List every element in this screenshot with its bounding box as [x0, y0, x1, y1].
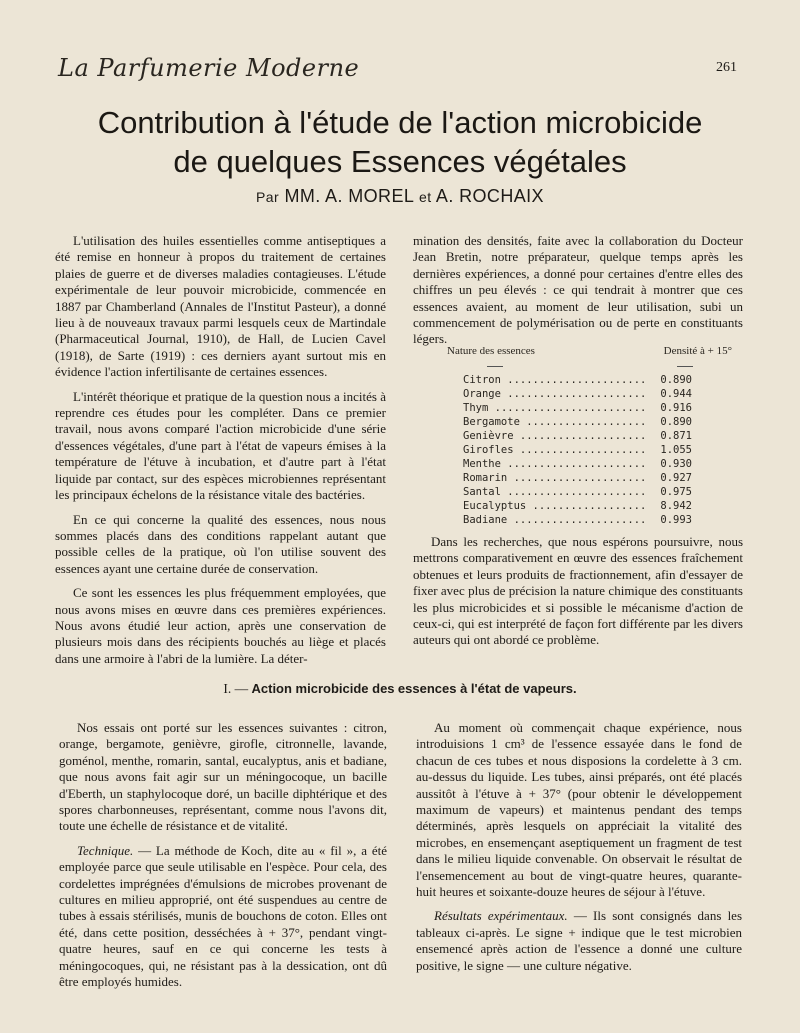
section-paragraph-1: Nos essais ont porté sur les essences suivantes : citron, orange, bergamote, genièvre, girofle, citronnelle, lavande, goménol, menthe, romarin, santal, eucalyptus, anis et badiane, que nous avons fait agir sur un méningocoque, un bacille d'Eberth, un staphylocoque doré, un bacille diphtérique et des spores charbonneuses, représentant, comme nous l'avons dit, toute une échelle de résistance et de vitalité.	[59, 720, 387, 834]
essence-density: 8.942	[656, 499, 692, 513]
table-row	[447, 457, 732, 471]
table-row	[447, 443, 732, 457]
essence-density: 0.871	[656, 429, 692, 443]
table-row	[447, 513, 732, 527]
density-table-col-density: Densité à + 15°	[663, 345, 732, 357]
density-table-header	[447, 345, 732, 363]
intro-paragraph-4: Ce sont les essences les plus fréquemment employées, que nous avons mises en œuvre dans ces premières expériences. Nous avons étudié leur action, après une conservation de plusieurs mois dans des récipients bouchés au liège et placés dans une armoire à l'abri de la lumière. La déter-	[55, 585, 386, 666]
essence-name: Menthe .....	[463, 457, 648, 471]
section-number: I. —	[223, 681, 249, 696]
header-rules	[447, 363, 732, 373]
essence-name: Thym .....	[463, 401, 648, 415]
journal-title: La Parfumerie Moderne	[58, 54, 360, 82]
article-title-line-1: Contribution à l'étude de l'action microbicide	[97, 105, 703, 140]
essence-name: Santal .....	[463, 485, 648, 499]
essence-name: Girofles .....	[463, 443, 648, 457]
table-row	[447, 387, 732, 401]
section-left-column	[59, 720, 387, 991]
section-paragraph-4	[416, 908, 742, 974]
byline-et: et	[419, 189, 432, 205]
essence-density: 0.930	[656, 457, 692, 471]
essence-name: Eucalyptus .....	[463, 499, 648, 513]
after-table-paragraph: Dans les recherches, que nous espérons poursuivre, nous mettrons comparativement en œuvre des essences fraîchement obtenues et leurs produits de fractionnement, afin d'essayer de fixer avec plus de précision la nature chimique des constituants les plus microbicides et si possible le mécanisme d'action de ceux-ci, qui est interprété de façon fort différente par les divers auteurs qui ont abordé ce problème.	[413, 534, 743, 648]
results-text: — Ils sont consignés dans les tableaux ci-après. Le signe + indique que le test microbien ensemencé après action de l'essence a donné une culture positive, le signe — une culture négative.	[416, 908, 743, 973]
section-paragraph-2	[59, 843, 387, 991]
technique-text: — La méthode de Koch, dite au « fil », a été employée parce que seule utilisable en l'espèce. Pour cela, des cordelettes imprégnées d'émulsions de microbes provenant de cultures en milieu approprié, ont été suspendues au centre de tubes à essais stérilisés, munis de bouchons de coton. Elles ont été, dans cette position, desséchées à + 37°, pendant vingt-quatre heures, sauf en ce qui concerne les tests à méningocoques, qui, ne résistant pas à la dessication, ont dû être employés humides.	[59, 842, 387, 990]
section-heading-rest: essences à l'état de vapeurs.	[397, 681, 577, 696]
essence-name: Orange .....	[463, 387, 648, 401]
section-heading-bold: Action microbicide des	[251, 681, 395, 696]
table-row	[447, 401, 732, 415]
rule-right	[677, 366, 693, 367]
essence-density: 0.993	[656, 513, 692, 527]
table-row	[447, 373, 732, 387]
table-row	[447, 415, 732, 429]
essence-name: Citron .....	[463, 373, 648, 387]
section-right-column	[416, 720, 742, 974]
essence-name: Badiane .....	[463, 513, 648, 527]
table-row	[447, 485, 732, 499]
results-label: Résultats expérimentaux.	[434, 908, 568, 924]
table-row	[447, 471, 732, 485]
essence-density: 0.890	[656, 373, 692, 387]
rule-left	[487, 366, 503, 367]
essence-density: 0.975	[656, 485, 692, 499]
essence-density: 0.944	[656, 387, 692, 401]
essence-density: 0.927	[656, 471, 692, 485]
density-table	[447, 345, 732, 527]
author-2: A. ROCHAIX	[435, 186, 544, 206]
essence-density: 0.916	[656, 401, 692, 415]
byline-par: Par	[256, 189, 280, 205]
section-paragraph-3: Au moment où commençait chaque expérience, nous introduisions 1 cm³ de l'essence essayée dans le fond de chacun de ces tubes et nous disposions la cordelette à 3 cm. au-dessus du liquide. Les tubes, ainsi préparés, ont été placés aussitôt à l'étuve à + 37° (pour obtenir le développement maximum de vapeurs) et maintenus pendant des temps déterminés, après lesquels on appréciait la vitalité des microbes, en ensemençant aseptiquement un fragment de test dans le milieu liquide convenable. On observait le résultat de l'ensemencement au bout de vingt-quatre heures, quarante-huit heures et soixante-douze heures de séjour à l'étuve.	[416, 720, 742, 900]
article-title-line-2: de quelques Essences végétales	[173, 144, 627, 179]
essence-density: 0.890	[656, 415, 692, 429]
essence-name: Bergamote .....	[463, 415, 648, 429]
intro-paragraph-2: L'intérêt théorique et pratique de la question nous a incités à reprendre ces études pour les compléter. Dans ce premier travail, nous avons comparé l'action microbicide d'une série d'essences végétales, d'une part à l'état de vapeurs émises à la température de l'étuve à incubation, et d'autre part à l'état liquide par contact, sur des espèces microbiennes représentant les principaux échelons de la résistance vitale des bactéries.	[55, 388, 386, 503]
intro-paragraph-3: En ce qui concerne la qualité des essences, nous nous sommes placés dans des conditions rappelant autant que possible celles de la pratique, où l'on utilise souvent des essences ayant une certaine durée de conservation.	[55, 511, 386, 576]
table-row	[447, 429, 732, 443]
density-table-col-name: Nature des essences	[447, 345, 535, 357]
after-table-column	[413, 534, 743, 649]
intro-left-column	[55, 233, 386, 667]
technique-label: Technique.	[77, 842, 134, 858]
intro-right-column	[413, 233, 743, 348]
page-number: 261	[716, 60, 737, 75]
table-row	[447, 499, 732, 513]
author-1: MM. A. MOREL	[284, 186, 414, 206]
intro-paragraph-5: mination des densités, faite avec la collaboration du Docteur Jean Bretin, notre préparateur, quelque temps après les dernières expériences, a donné pour certaines d'entre elles des chiffres un peu élevés : ce qui tendrait à montrer que ces essences avaient, au moment de leur utilisation, subi un commencement de polymérisation ou de perte en constituants légers.	[413, 233, 743, 347]
section-heading	[0, 681, 800, 697]
intro-paragraph-1: L'utilisation des huiles essentielles comme antiseptiques a été remise en honneur à propos du traitement de certaines plaies de guerre et de diverses maladies contagieuses. L'étude expérimentale de leur pouvoir microbicide, commencée en 1887 par Chamberland (Annales de l'Institut Pasteur), a donné lieu à de nouveaux travaux parmi lesquels ceux de Martindale (Pharmaceutical Journal, 1910), de Hall, de Lucien Cavel (1918), de Sarte (1919) : ces derniers ayant surtout mis en évidence l'action infertilisante de certaines essences.	[55, 233, 386, 380]
essence-name: Romarin .....	[463, 471, 648, 485]
density-table-rows	[447, 373, 732, 527]
essence-name: Genièvre .....	[463, 429, 648, 443]
byline	[0, 186, 800, 207]
essence-density: 1.055	[656, 443, 692, 457]
